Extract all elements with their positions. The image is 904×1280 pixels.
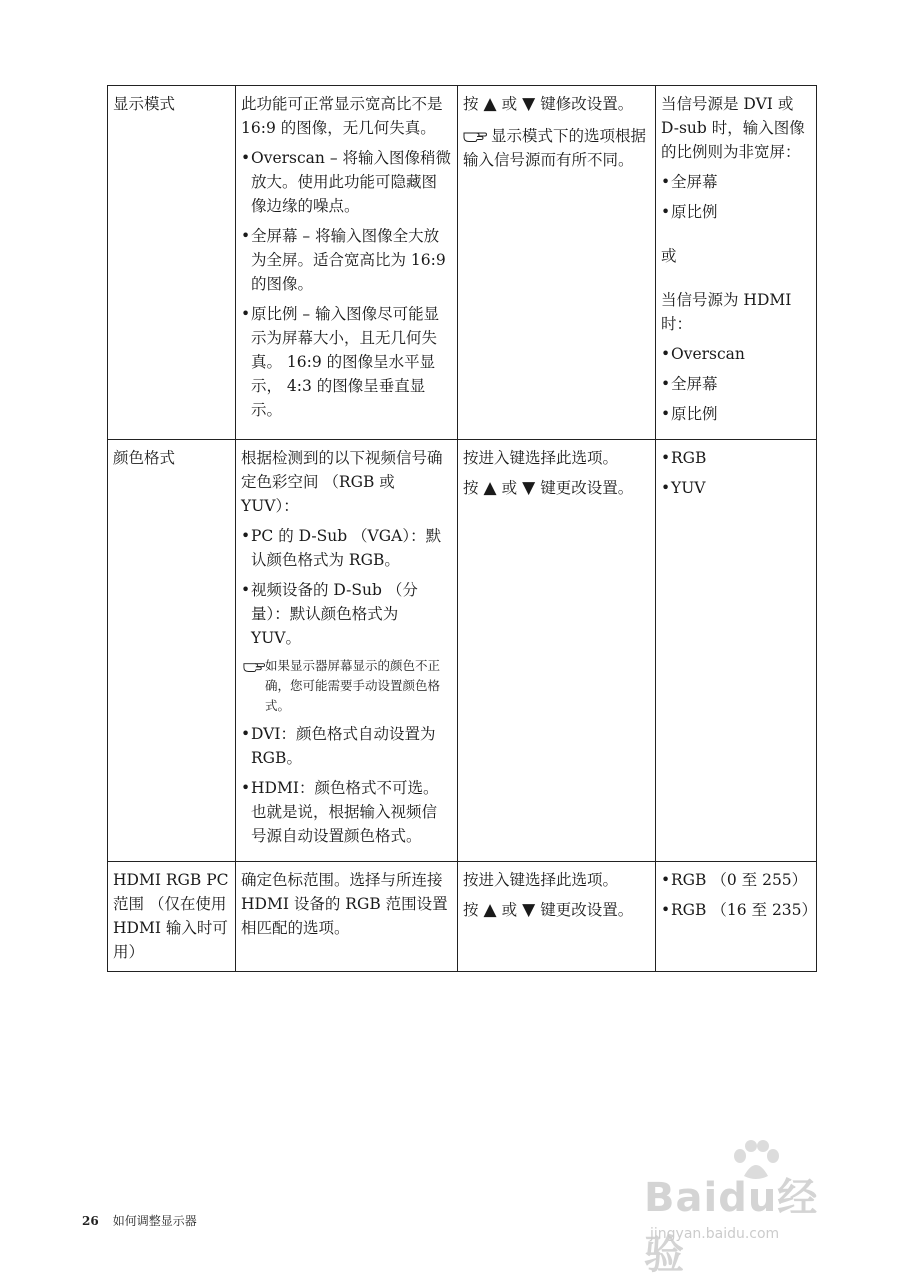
operation-post: 键修改设置。	[540, 95, 634, 113]
range-list	[661, 868, 818, 922]
operation-mid: 或	[501, 901, 518, 919]
page-footer	[82, 1212, 197, 1229]
down-arrow-icon: ▼	[522, 94, 536, 114]
description-note	[241, 656, 452, 716]
description-list	[241, 524, 452, 650]
table-row	[108, 86, 817, 440]
range-cell	[656, 86, 817, 440]
list-item: • 全屏幕	[661, 372, 811, 396]
settings-table	[107, 85, 817, 972]
note-text: 如果显示器屏幕显示的颜色不正确，您可能需要手动设置颜色格式。	[265, 658, 441, 713]
down-arrow-icon: ▼	[522, 900, 536, 920]
list-item: • 全屏幕 – 将输入图像全大放为全屏。适合宽高比为 16:9 的图像。	[241, 224, 452, 296]
operation-line: 按进入键选择此选项。	[463, 871, 619, 889]
operation-line: 按进入键选择此选项。	[463, 449, 619, 467]
range-condition: 当信号源为 HDMI 时：	[661, 291, 792, 333]
table-row	[108, 862, 817, 972]
list-item: • HDMI：颜色格式不可选。也就是说，根据输入视频信号源自动设置颜色格式。	[241, 776, 452, 848]
watermark-url: jingyan.baidu.com	[650, 1226, 780, 1242]
description-intro: 确定色标范围。选择与所连接 HDMI 设备的 RGB 范围设置相匹配的选项。	[241, 871, 448, 937]
list-item: • Overscan – 将输入图像稍微放大。使用此功能可隐藏图像边缘的噪点。	[241, 146, 452, 218]
operation-mid: 或	[501, 95, 518, 113]
operation-pre: 按	[463, 901, 479, 919]
operation-post: 键更改设置。	[540, 479, 634, 497]
pointing-hand-note-icon	[463, 129, 487, 142]
list-item: • YUV	[661, 476, 811, 500]
item-name-cell	[108, 86, 236, 440]
up-arrow-icon: ▲	[483, 900, 497, 920]
range-cell	[656, 440, 817, 862]
operation-text	[463, 898, 650, 922]
list-item: • 全屏幕	[661, 170, 811, 194]
range-list	[661, 446, 811, 500]
list-item: • DVI：颜色格式自动设置为 RGB。	[241, 722, 452, 770]
item-name-cell	[108, 440, 236, 862]
range-list	[661, 342, 811, 426]
item-name: 显示模式	[113, 95, 176, 113]
pointing-hand-note-icon	[243, 660, 265, 672]
range-list	[661, 170, 811, 224]
description-intro: 此功能可正常显示宽高比不是 16:9 的图像，无几何失真。	[241, 95, 443, 137]
operation-cell	[458, 862, 656, 972]
description-cell	[236, 86, 458, 440]
list-item: • 原比例 – 输入图像尽可能显示为屏幕大小，且无几何失真。 16:9 的图像呈水平显示， 4:3 的图像呈垂直显示。	[241, 302, 452, 422]
operation-post: 键更改设置。	[540, 901, 634, 919]
description-cell	[236, 862, 458, 972]
item-name-cell	[108, 862, 236, 972]
operation-cell	[458, 86, 656, 440]
list-item: • RGB	[661, 446, 811, 470]
list-item: • RGB （0 至 255）	[661, 868, 811, 892]
list-item: • PC 的 D-Sub （VGA）：默认颜色格式为 RGB。	[241, 524, 452, 572]
section-title: 如何调整显示器	[112, 1214, 197, 1228]
range-cell	[656, 862, 817, 972]
description-list	[241, 146, 452, 422]
operation-text	[463, 92, 650, 116]
operation-note	[463, 124, 650, 172]
range-or: 或	[661, 247, 677, 265]
operation-pre: 按	[463, 479, 479, 497]
operation-text	[463, 476, 650, 500]
operation-pre: 按	[463, 95, 479, 113]
table-row	[108, 440, 817, 862]
operation-cell	[458, 440, 656, 862]
baidu-watermark	[640, 1140, 850, 1278]
list-item: • 视频设备的 D-Sub （分量）：默认颜色格式为 YUV。	[241, 578, 452, 650]
list-item: • 原比例	[661, 402, 811, 426]
list-item: • 原比例	[661, 200, 811, 224]
list-item: • Overscan	[661, 342, 811, 366]
list-item: • RGB （16 至 235）	[661, 898, 811, 922]
item-name: HDMI RGB PC 范围 （仅在使用 HDMI 输入时可用）	[113, 871, 229, 961]
page-number: 26	[82, 1214, 99, 1228]
operation-mid: 或	[501, 479, 518, 497]
note-text: 显示模式下的选项根据输入信号源而有所不同。	[463, 127, 647, 169]
range-condition: 当信号源是 DVI 或 D-sub 时，输入图像的比例则为非宽屏：	[661, 95, 805, 161]
item-name: 颜色格式	[113, 449, 176, 467]
description-intro: 根据检测到的以下视频信号确定色彩空间 （RGB 或 YUV）：	[241, 449, 443, 515]
down-arrow-icon: ▼	[522, 478, 536, 498]
description-cell	[236, 440, 458, 862]
up-arrow-icon: ▲	[483, 94, 497, 114]
description-list	[241, 722, 452, 848]
up-arrow-icon: ▲	[483, 478, 497, 498]
watermark-logo-text: Baidu经验	[644, 1175, 819, 1278]
